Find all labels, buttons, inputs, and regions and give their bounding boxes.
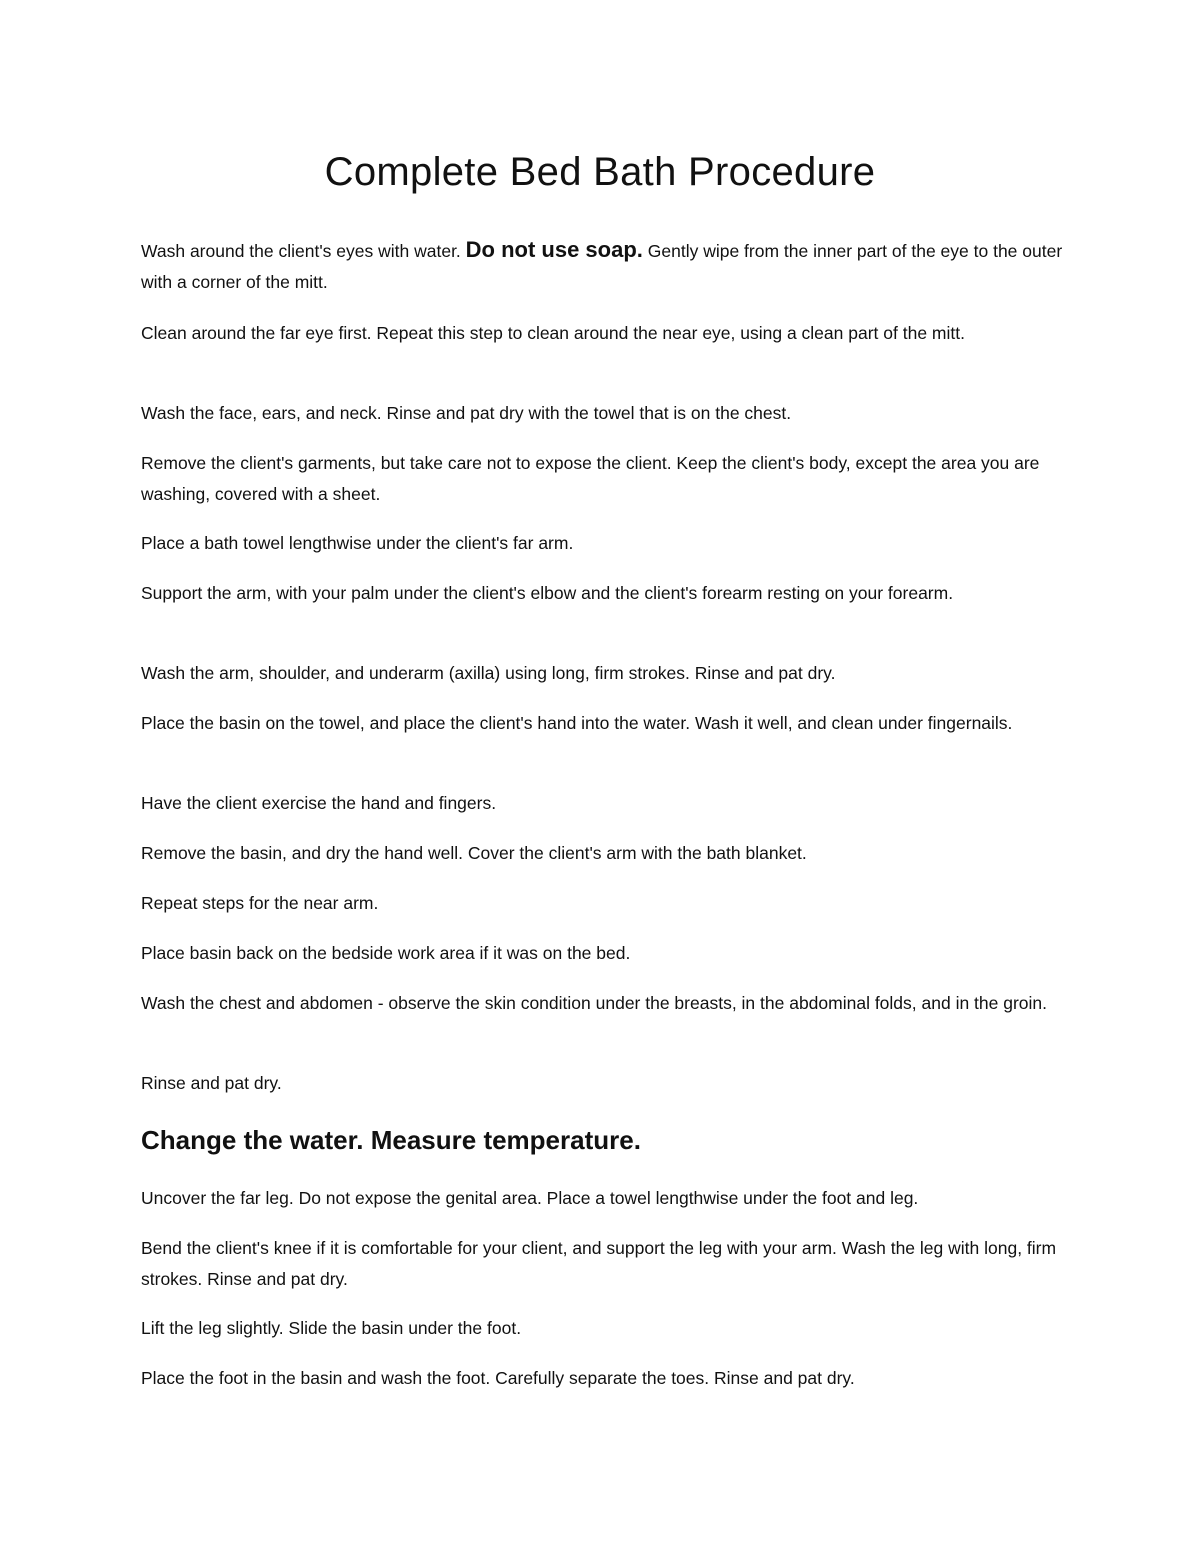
paragraph: Wash the face, ears, and neck. Rinse and pat dry with the towel that is on the chest.	[141, 403, 792, 423]
paragraph: Uncover the far leg. Do not expose the genital area. Place a towel lengthwise under the foot and leg.	[141, 1188, 919, 1208]
paragraph-text: Wash around the client's eyes with water.	[141, 241, 466, 261]
paragraph: Repeat steps for the near arm.	[141, 893, 379, 913]
paragraph: Wash the arm, shoulder, and underarm (axilla) using long, firm strokes. Rinse and pat dry.	[141, 663, 836, 683]
paragraph: Have the client exercise the hand and fingers.	[141, 793, 497, 813]
paragraph: Lift the leg slightly. Slide the basin under the foot.	[141, 1318, 522, 1338]
emphasis-text: Do not use soap.	[465, 237, 643, 262]
paragraph-text: Gently wipe from the inner part of the eye to the outer with a corner of the mitt.	[141, 241, 1063, 292]
paragraph: Clean around the far eye first. Repeat this step to clean around the near eye, using a clean part of the mitt.	[141, 323, 965, 343]
paragraph: Support the arm, with your palm under the client's elbow and the client's forearm resting on your forearm.	[141, 583, 954, 603]
paragraph: Bend the client's knee if it is comfortable for your client, and support the leg with your arm. Wash the leg with long, firm strokes. Rinse and pat dry.	[141, 1238, 1057, 1289]
paragraph: Place the foot in the basin and wash the foot. Carefully separate the toes. Rinse and pat dry.	[141, 1368, 855, 1388]
paragraph: Place basin back on the bedside work area if it was on the bed.	[141, 943, 631, 963]
paragraph: Wash the chest and abdomen - observe the skin condition under the breasts, in the abdominal folds, and in the groin.	[141, 993, 1048, 1013]
paragraph: Remove the basin, and dry the hand well. Cover the client's arm with the bath blanket.	[141, 843, 807, 863]
paragraph: Place the basin on the towel, and place the client's hand into the water. Wash it well, and clean under fingernails.	[141, 713, 1013, 733]
page-title: Complete Bed Bath Procedure	[324, 150, 876, 194]
paragraph-eyes	[141, 234, 1071, 298]
paragraph: Place a bath towel lengthwise under the client's far arm.	[141, 533, 574, 553]
paragraph: Remove the client's garments, but take care not to expose the client. Keep the client's body, except the area you are washing, covered with a sheet.	[141, 453, 1040, 504]
paragraph: Rinse and pat dry.	[141, 1073, 282, 1093]
section-heading: Change the water. Measure temperature.	[141, 1125, 641, 1155]
